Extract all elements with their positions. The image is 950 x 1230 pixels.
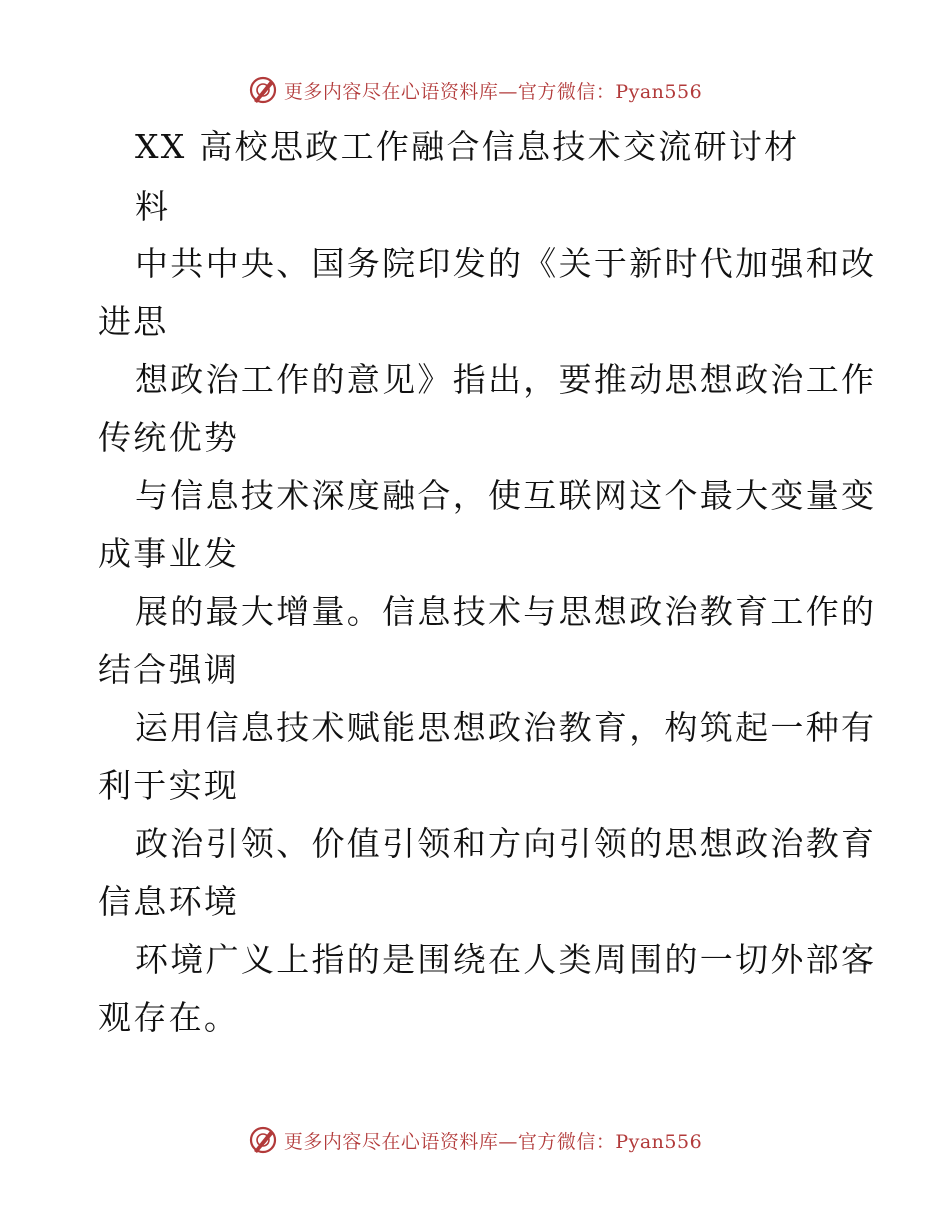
header-banner — [0, 70, 950, 110]
paragraph-line: 运用信息技术赋能思想政治教育，构筑起一种有 — [135, 708, 877, 747]
pen-logo-icon — [248, 75, 278, 105]
footer-banner-text: 更多内容尽在心语资料库—官方微信：Pyan556 — [283, 1130, 703, 1153]
footer-banner — [0, 1120, 950, 1160]
header-banner-text: 更多内容尽在心语资料库—官方微信：Pyan556 — [283, 80, 703, 103]
paragraph-line: 利于实现 — [98, 766, 240, 805]
paragraph-line: 政治引领、价值引领和方向引领的思想政治教育 — [135, 824, 877, 863]
paragraph-line: 想政治工作的意见》指出，要推动思想政治工作 — [135, 360, 877, 399]
paragraph-line: 进思 — [98, 302, 169, 341]
paragraph-line: 观存在。 — [98, 998, 240, 1037]
paragraph-line: 与信息技术深度融合，使互联网这个最大变量变 — [135, 476, 877, 515]
paragraph-line: 传统优势 — [98, 418, 240, 457]
paragraph-line: 结合强调 — [98, 650, 240, 689]
paragraph-line: 成事业发 — [98, 534, 240, 573]
pen-logo-icon — [248, 1125, 278, 1155]
paragraph-line: 中共中央、国务院印发的《关于新时代加强和改 — [135, 244, 877, 283]
paragraph-line: 信息环境 — [98, 882, 240, 921]
paragraph-line: 环境广义上指的是围绕在人类周围的一切外部客 — [135, 940, 877, 979]
title-line-1: XX 高校思政工作融合信息技术交流研讨材 — [135, 127, 800, 166]
title-line-2: 料 — [135, 187, 171, 226]
paragraph-line: 展的最大增量。信息技术与思想政治教育工作的 — [135, 592, 877, 631]
